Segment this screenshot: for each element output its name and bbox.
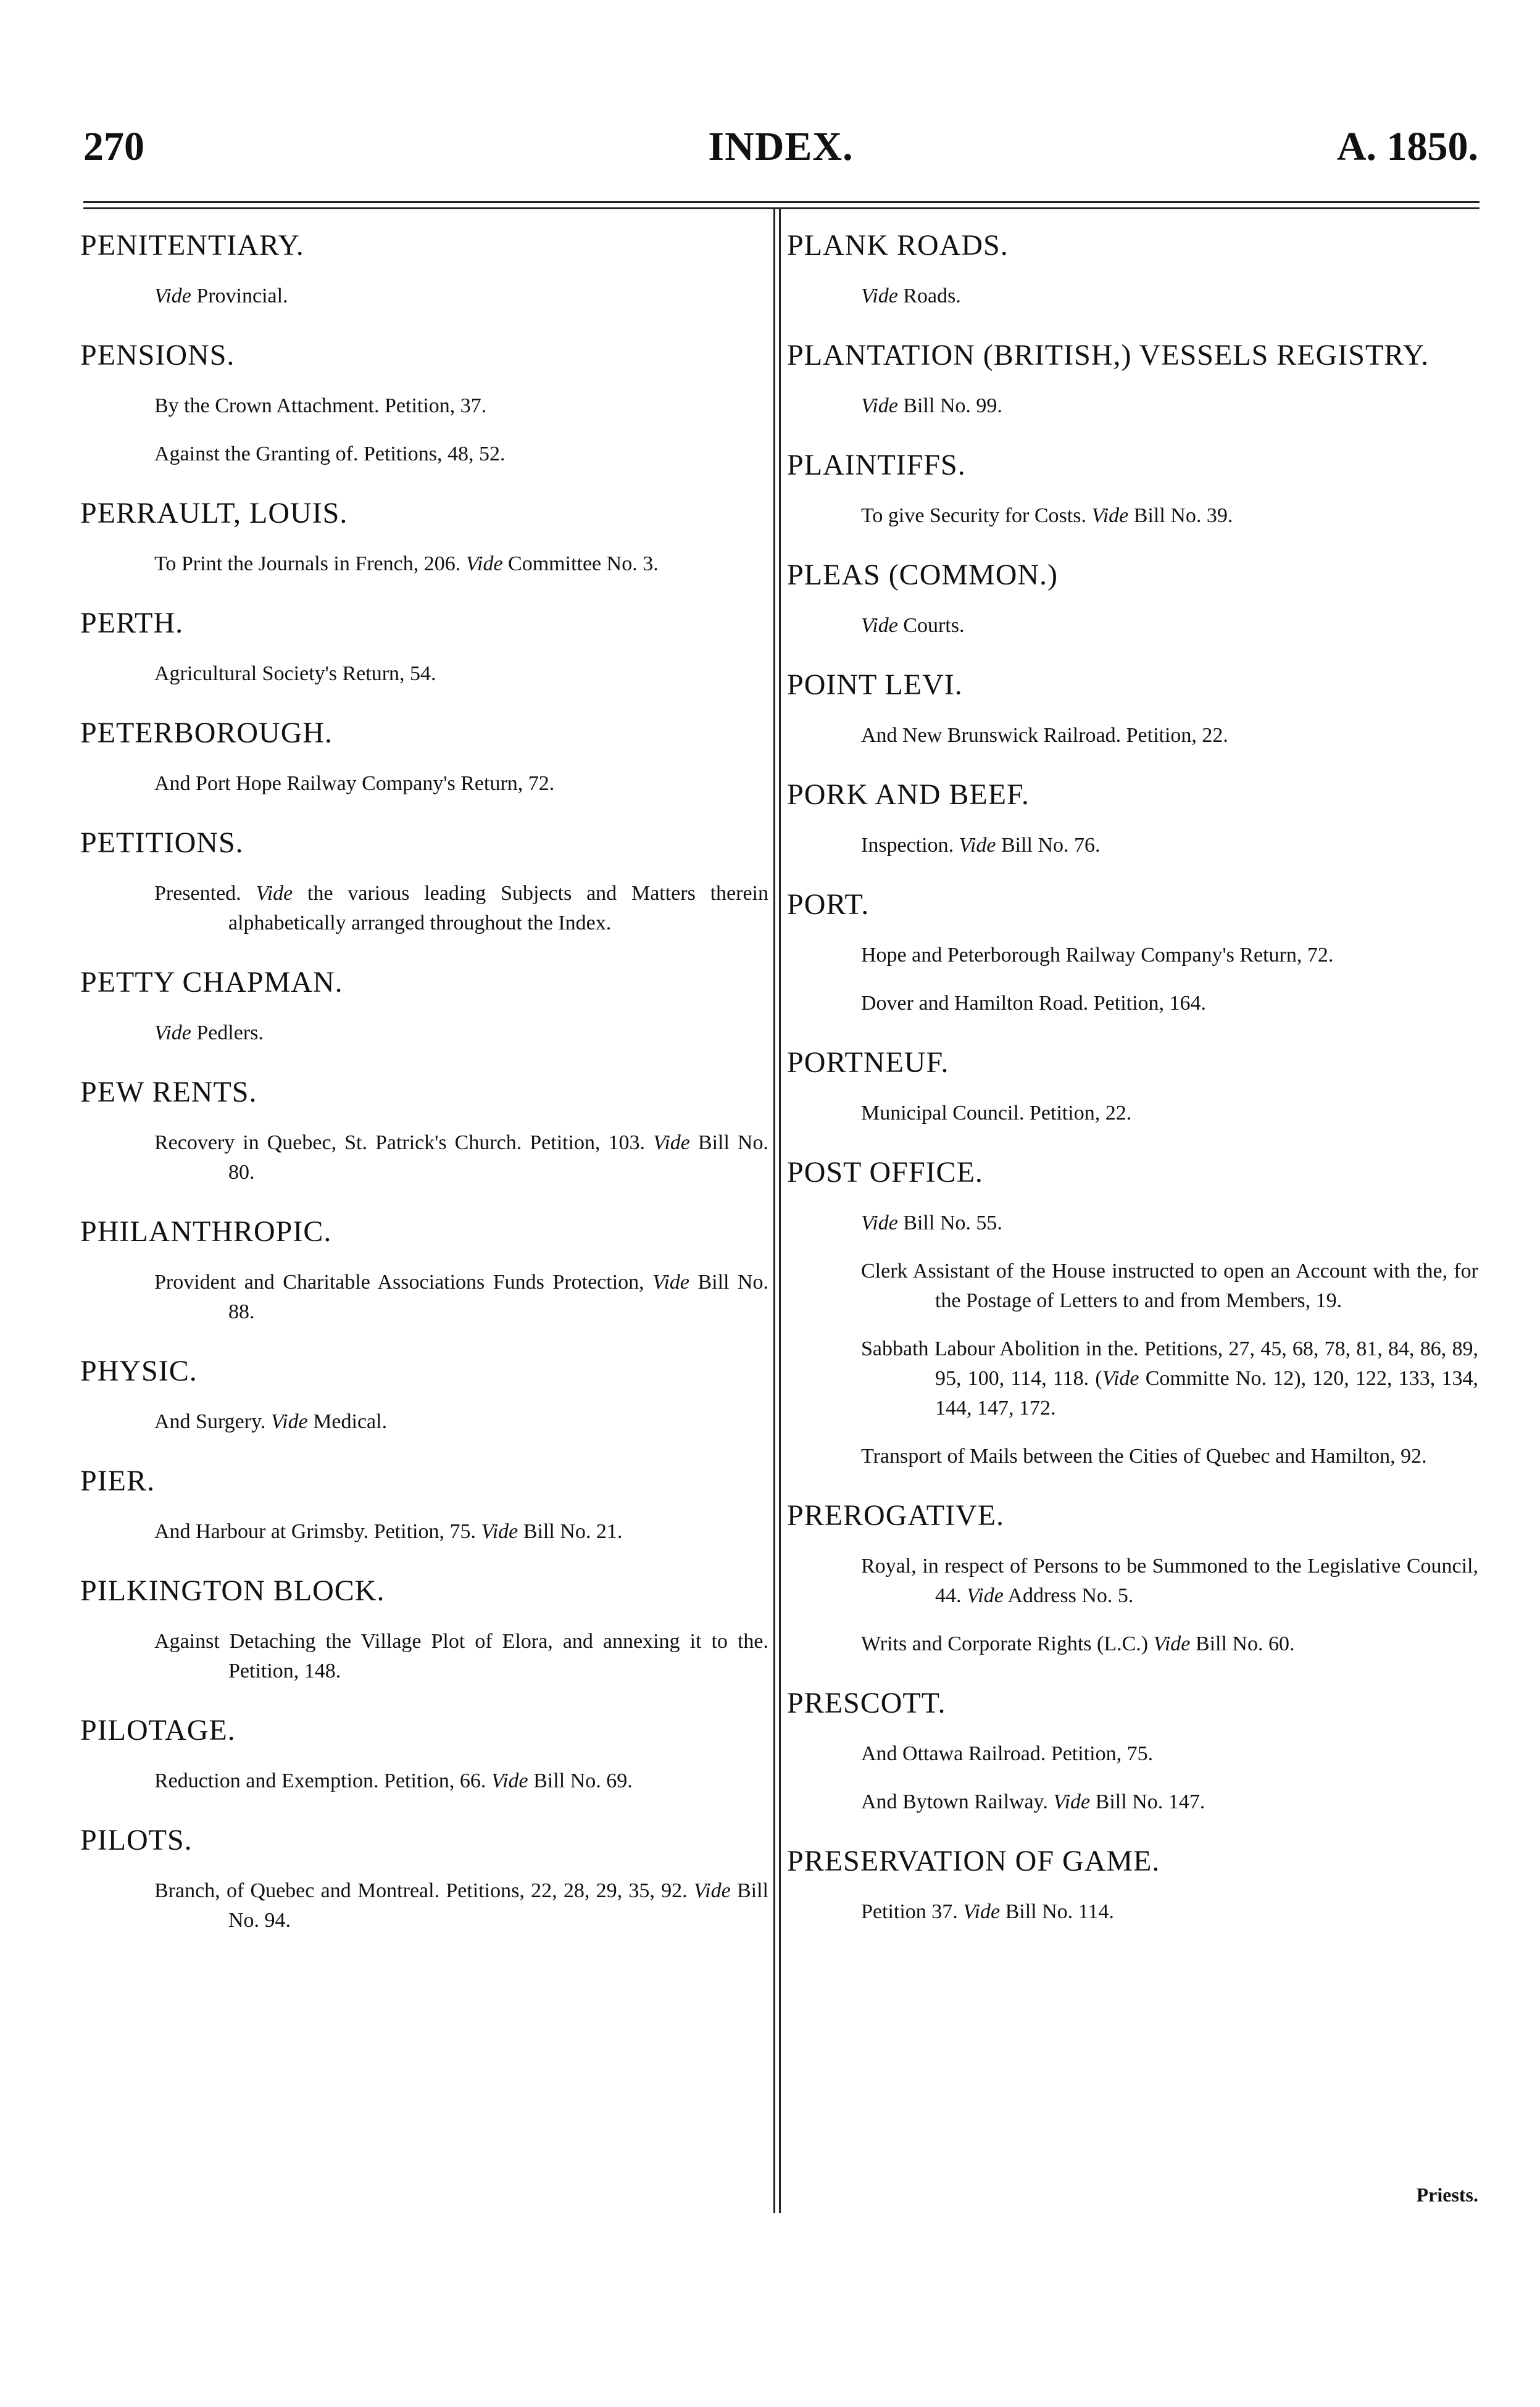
header-rule	[83, 201, 1480, 203]
subentry-text: Inspection.	[861, 834, 959, 857]
entry-heading: PETITIONS.	[80, 826, 244, 859]
page-number: 270	[83, 124, 144, 169]
index-entry	[787, 558, 1478, 641]
subentry-text: Reduction and Exemption. Petition, 66.	[154, 1769, 491, 1792]
index-entry	[787, 448, 1478, 531]
entry-subentry	[80, 1766, 768, 1796]
vide-reference: Vide	[1102, 1367, 1139, 1390]
vide-reference: Vide	[959, 834, 996, 857]
index-entry	[80, 716, 768, 799]
vide-reference: Vide	[256, 882, 293, 905]
column-divider	[779, 207, 781, 2213]
index-entry	[80, 606, 768, 689]
entry-heading: PORT.	[787, 888, 870, 921]
subentry-text: Bill No. 147.	[1090, 1790, 1205, 1813]
subentry-text: And Ottawa Railroad. Petition, 75.	[861, 1742, 1154, 1765]
subentry-text: Bill No. 88.	[228, 1271, 769, 1323]
entry-subentry	[787, 989, 1478, 1018]
entry-subentry	[80, 1517, 768, 1547]
entry-heading: PLAINTIFFS.	[787, 449, 966, 481]
index-entry	[80, 1713, 768, 1796]
vide-reference: Vide	[652, 1271, 689, 1294]
subentry-text: Branch, of Quebec and Montreal. Petitions, 22, 28, 29, 35, 92.	[154, 1879, 694, 1902]
entry-subentry	[80, 439, 768, 469]
subentry-text: Bill No. 39.	[1128, 504, 1233, 527]
entry-subentry	[80, 1627, 768, 1686]
subentry-text: Courts.	[897, 614, 965, 637]
index-entry	[787, 888, 1478, 1018]
entry-subentry	[80, 281, 768, 311]
index-entry	[80, 1823, 768, 1935]
page-title: INDEX.	[708, 124, 854, 169]
subentry-text: Bill No. 60.	[1190, 1632, 1295, 1655]
subentry-text: Pedlers.	[191, 1021, 264, 1044]
entry-heading: PENITENTIARY.	[80, 229, 304, 262]
subentry-text: Against Detaching the Village Plot of Elora, and annexing it to the. Petition, 148.	[154, 1630, 768, 1682]
entry-heading: PLANTATION (BRITISH,) VESSELS REGISTRY.	[787, 339, 1430, 372]
index-entry	[80, 1354, 768, 1437]
entry-subentry	[80, 1268, 768, 1327]
entry-subentry	[787, 1739, 1478, 1769]
entry-heading: PHYSIC.	[80, 1355, 198, 1387]
index-entry	[80, 1075, 768, 1187]
vide-reference: Vide	[491, 1769, 528, 1792]
subentry-text: Recovery in Quebec, St. Patrick's Church. Petition, 103.	[154, 1131, 654, 1154]
subentry-text: Dover and Hamilton Road. Petition, 164.	[861, 992, 1207, 1015]
entry-subentry	[787, 831, 1478, 860]
entry-heading: PILKINGTON BLOCK.	[80, 1574, 385, 1607]
vide-reference: Vide	[967, 1584, 1004, 1607]
index-entry	[787, 228, 1478, 311]
subentry-text: And New Brunswick Railroad. Petition, 22.	[861, 724, 1228, 747]
subentry-text: Bill No. 76.	[996, 834, 1101, 857]
subentry-text: Roads.	[897, 285, 961, 307]
page-header	[83, 123, 1478, 179]
entry-subentry	[787, 611, 1478, 641]
entry-subentry	[787, 1208, 1478, 1238]
index-entry	[787, 1844, 1478, 1927]
index-entry	[80, 1464, 768, 1547]
catchword: Priests.	[1416, 2184, 1478, 2206]
vide-reference: Vide	[465, 552, 503, 575]
entry-subentry	[787, 1334, 1478, 1423]
entry-heading: PETTY CHAPMAN.	[80, 966, 343, 999]
index-entry	[80, 965, 768, 1048]
vide-reference: Vide	[1091, 504, 1129, 527]
index-entry	[787, 1499, 1478, 1659]
vide-reference: Vide	[861, 614, 898, 637]
subentry-text: Address No. 5.	[1003, 1584, 1134, 1607]
entry-heading: POST OFFICE.	[787, 1156, 983, 1189]
subentry-text: Medical.	[307, 1410, 388, 1433]
subentry-text: Petition 37.	[861, 1900, 964, 1923]
subentry-text: Transport of Mails between the Cities of Quebec and Hamilton, 92.	[861, 1445, 1427, 1468]
index-entry	[787, 1155, 1478, 1471]
subentry-text: Sabbath Labour Abolition in the. Petitions, 27, 45, 68, 78, 81, 84, 86, 89, 95, 100, 114, 118. (	[861, 1337, 1478, 1390]
entry-subentry	[787, 721, 1478, 750]
vide-reference: Vide	[270, 1410, 308, 1433]
vide-reference: Vide	[154, 285, 191, 307]
vide-reference: Vide	[963, 1900, 1001, 1923]
entry-subentry	[787, 1257, 1478, 1316]
entry-subentry	[80, 769, 768, 799]
index-entry	[80, 1574, 768, 1686]
entry-heading: PERTH.	[80, 607, 184, 639]
entry-heading: PERRAULT, LOUIS.	[80, 497, 348, 530]
right-column	[787, 228, 1478, 1954]
entry-heading: PIER.	[80, 1465, 156, 1497]
entry-heading: PETERBOROUGH.	[80, 717, 333, 749]
entry-heading: PREROGATIVE.	[787, 1499, 1005, 1532]
subentry-text: the various leading Subjects and Matters therein alphabetically arranged throughout the Index.	[228, 882, 768, 934]
vide-reference: Vide	[653, 1131, 690, 1154]
index-entry	[787, 1046, 1478, 1128]
vide-reference: Vide	[861, 285, 898, 307]
subentry-text: Bill No. 99.	[897, 394, 1002, 417]
entry-heading: PEW RENTS.	[80, 1076, 257, 1108]
subentry-text: And Port Hope Railway Company's Return, 72.	[154, 772, 555, 795]
subentry-text: Against the Granting of. Petitions, 48, 52.	[154, 443, 506, 465]
left-column	[80, 228, 768, 1963]
vide-reference: Vide	[154, 1021, 191, 1044]
entry-heading: PENSIONS.	[80, 339, 235, 372]
subentry-text: And Harbour at Grimsby. Petition, 75.	[154, 1520, 481, 1543]
index-entry	[787, 778, 1478, 860]
subentry-text: Municipal Council. Petition, 22.	[861, 1102, 1132, 1125]
index-entry	[787, 338, 1478, 421]
subentry-text: Clerk Assistant of the House instructed to open an Account with the, for the Postage of Letters to and from Members, 19.	[861, 1260, 1478, 1312]
entry-subentry	[80, 879, 768, 938]
entry-subentry	[80, 1018, 768, 1048]
entry-heading: PILOTAGE.	[80, 1714, 236, 1747]
subentry-text: To give Security for Costs.	[861, 504, 1092, 527]
entry-subentry	[80, 549, 768, 579]
vide-reference: Vide	[861, 394, 898, 417]
index-entry	[787, 668, 1478, 750]
entry-subentry	[80, 391, 768, 421]
entry-subentry	[80, 1876, 768, 1935]
entry-heading: PLANK ROADS.	[787, 229, 1009, 262]
entry-subentry	[787, 1552, 1478, 1611]
subentry-text: Provident and Charitable Associations Funds Protection,	[154, 1271, 653, 1294]
entry-heading: PLEAS (COMMON.)	[787, 559, 1059, 591]
index-entry	[80, 228, 768, 311]
entry-subentry	[787, 501, 1478, 531]
subentry-text: Bill No. 80.	[228, 1131, 768, 1184]
subentry-text: Hope and Peterborough Railway Company's Return, 72.	[861, 944, 1334, 967]
entry-heading: PORK AND BEEF.	[787, 778, 1030, 811]
subentry-text: Committee No. 3.	[502, 552, 659, 575]
entry-subentry	[787, 1442, 1478, 1471]
vide-reference: Vide	[1053, 1790, 1091, 1813]
subentry-text: Agricultural Society's Return, 54.	[154, 662, 436, 685]
subentry-text: Writs and Corporate Rights (L.C.)	[861, 1632, 1154, 1655]
subentry-text: Committe No. 12), 120, 122, 133, 134, 144, 147, 172.	[935, 1367, 1478, 1420]
vide-reference: Vide	[861, 1212, 898, 1234]
index-entry	[80, 338, 768, 469]
subentry-text: And Bytown Railway.	[861, 1790, 1054, 1813]
entry-subentry	[787, 1897, 1478, 1927]
subentry-text: Presented.	[154, 882, 256, 905]
subentry-text: And Surgery.	[154, 1410, 271, 1433]
index-entry	[80, 1215, 768, 1327]
subentry-text: Provincial.	[191, 285, 288, 307]
vide-reference: Vide	[693, 1879, 731, 1902]
entry-heading: PORTNEUF.	[787, 1046, 949, 1079]
vide-reference: Vide	[1153, 1632, 1191, 1655]
entry-subentry	[787, 391, 1478, 421]
header-rule	[83, 207, 1480, 209]
column-divider	[773, 207, 775, 2213]
index-entry	[80, 496, 768, 579]
subentry-text: Bill No. 55.	[897, 1212, 1002, 1234]
entry-subentry	[787, 941, 1478, 970]
index-entry	[787, 1686, 1478, 1817]
page-year: A. 1850.	[1336, 124, 1478, 169]
subentry-text: Royal, in respect of Persons to be Summoned to the Legislative Council, 44.	[861, 1555, 1478, 1607]
entry-subentry	[80, 1407, 768, 1437]
entry-heading: PRESCOTT.	[787, 1687, 946, 1719]
entry-heading: POINT LEVI.	[787, 668, 963, 701]
entry-heading: PHILANTHROPIC.	[80, 1215, 332, 1248]
subentry-text: Bill No. 114.	[1000, 1900, 1114, 1923]
entry-heading: PRESERVATION OF GAME.	[787, 1845, 1160, 1877]
vide-reference: Vide	[481, 1520, 518, 1543]
entry-subentry	[787, 1099, 1478, 1128]
subentry-text: Bill No. 94.	[228, 1879, 768, 1932]
entry-subentry	[787, 281, 1478, 311]
index-entry	[80, 826, 768, 938]
entry-subentry	[787, 1787, 1478, 1817]
subentry-text: Bill No. 69.	[528, 1769, 633, 1792]
subentry-text: To Print the Journals in French, 206.	[154, 552, 466, 575]
entry-subentry	[80, 659, 768, 689]
entry-subentry	[787, 1629, 1478, 1659]
subentry-text: By the Crown Attachment. Petition, 37.	[154, 394, 487, 417]
entry-subentry	[80, 1128, 768, 1187]
subentry-text: Bill No. 21.	[518, 1520, 623, 1543]
entry-heading: PILOTS.	[80, 1824, 193, 1856]
